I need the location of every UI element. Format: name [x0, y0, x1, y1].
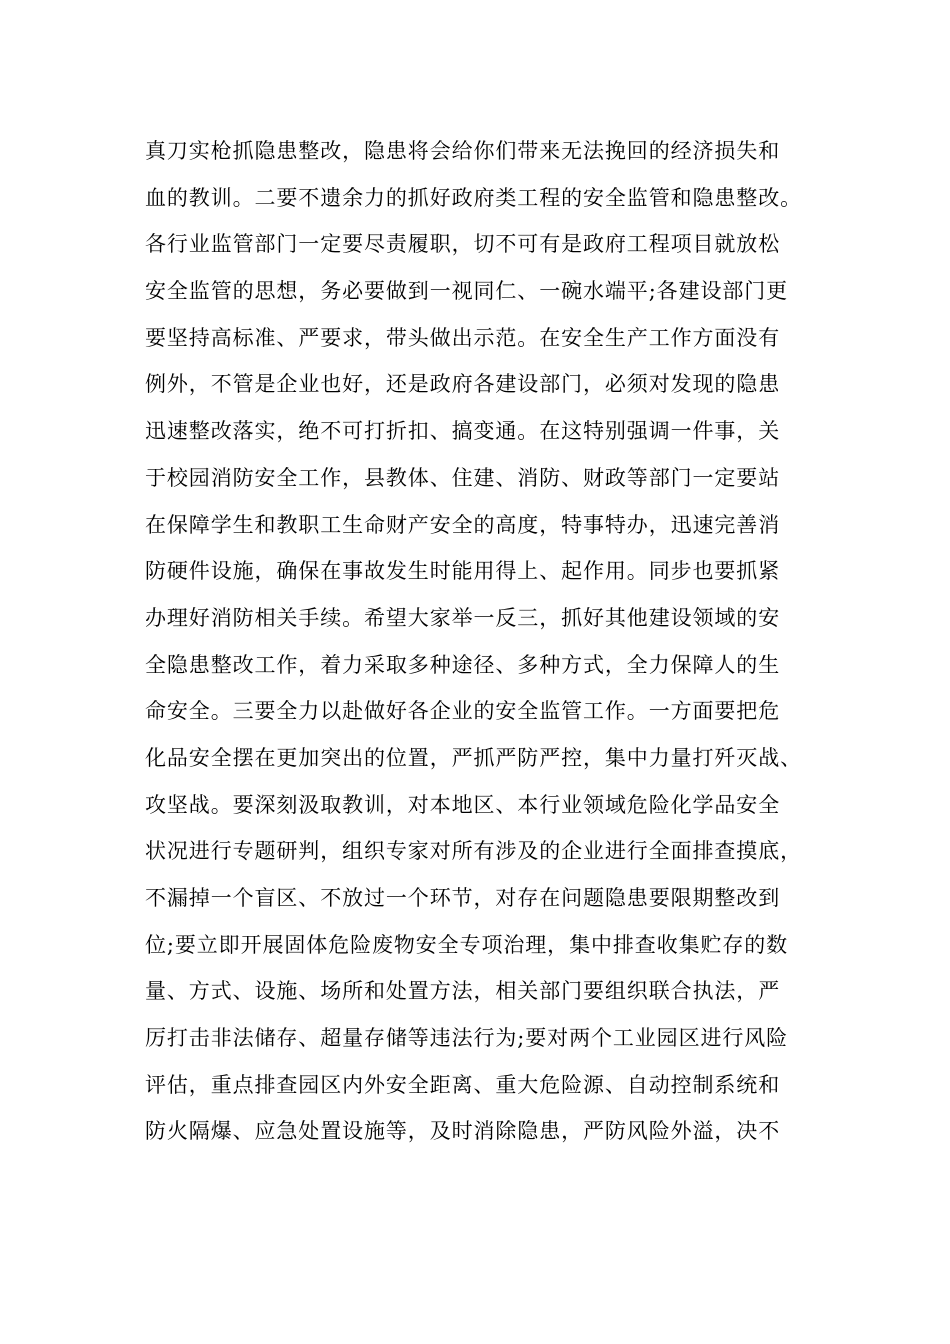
- text-line: 化品安全摆在更加突出的位置，严抓严防严控，集中力量打歼灭战、: [145, 745, 802, 770]
- text-line: 全隐患整改工作，着力采取多种途径、多种方式，全力保障人的生: [145, 652, 781, 677]
- text-line: 攻坚战。要深刻汲取教训，对本地区、本行业领域危险化学品安全: [145, 792, 781, 817]
- text-line: 要坚持高标准、严要求，带头做出示范。在安全生产工作方面没有: [145, 325, 781, 350]
- text-line: 真刀实枪抓隐患整改，隐患将会给你们带来无法挽回的经济损失和: [145, 139, 781, 163]
- text-line: 迅速整改落实，绝不可打折扣、搞变通。在这特别强调一件事，关: [145, 419, 781, 444]
- text-line: 于校园消防安全工作，县教体、住建、消防、财政等部门一定要站: [145, 465, 781, 490]
- text-line: 在保障学生和教职工生命财产安全的高度，特事特办，迅速完善消: [145, 512, 781, 537]
- body-paragraph: [145, 128, 815, 1155]
- text-line: 状况进行专题研判，组织专家对所有涉及的企业进行全面排查摸底，: [145, 839, 802, 864]
- text-line: 安全监管的思想，务必要做到一视同仁、一碗水端平;各建设部门更: [145, 279, 789, 304]
- text-line: 防硬件设施，确保在事故发生时能用得上、起作用。同步也要抓紧: [145, 559, 781, 584]
- text-line: 位;要立即开展固体危险废物安全专项治理，集中排查收集贮存的数: [145, 932, 789, 957]
- text-line: 命安全。三要全力以赴做好各企业的安全监管工作。一方面要把危: [145, 699, 781, 724]
- text-line: 防火隔爆、应急处置设施等，及时消除隐患，严防风险外溢，决不: [145, 1119, 781, 1144]
- text-line: 办理好消防相关手续。希望大家举一反三，抓好其他建设领域的安: [145, 605, 781, 630]
- text-line: 不漏掉一个盲区、不放过一个环节，对存在问题隐患要限期整改到: [145, 886, 781, 910]
- text-line: 厉打击非法储存、超量存储等违法行为;要对两个工业园区进行风险: [145, 1026, 789, 1051]
- text-line: 评估，重点排查园区内外安全距离、重大危险源、自动控制系统和: [145, 1072, 781, 1097]
- text-line: 血的教训。二要不遗余力的抓好政府类工程的安全监管和隐患整改。: [145, 185, 802, 210]
- text-line: 例外，不管是企业也好，还是政府各建设部门，必须对发现的隐患: [145, 372, 781, 397]
- text-line: 量、方式、设施、场所和处置方法，相关部门要组织联合执法，严: [145, 979, 781, 1004]
- text-line: 各行业监管部门一定要尽责履职，切不可有是政府工程项目就放松: [145, 232, 781, 257]
